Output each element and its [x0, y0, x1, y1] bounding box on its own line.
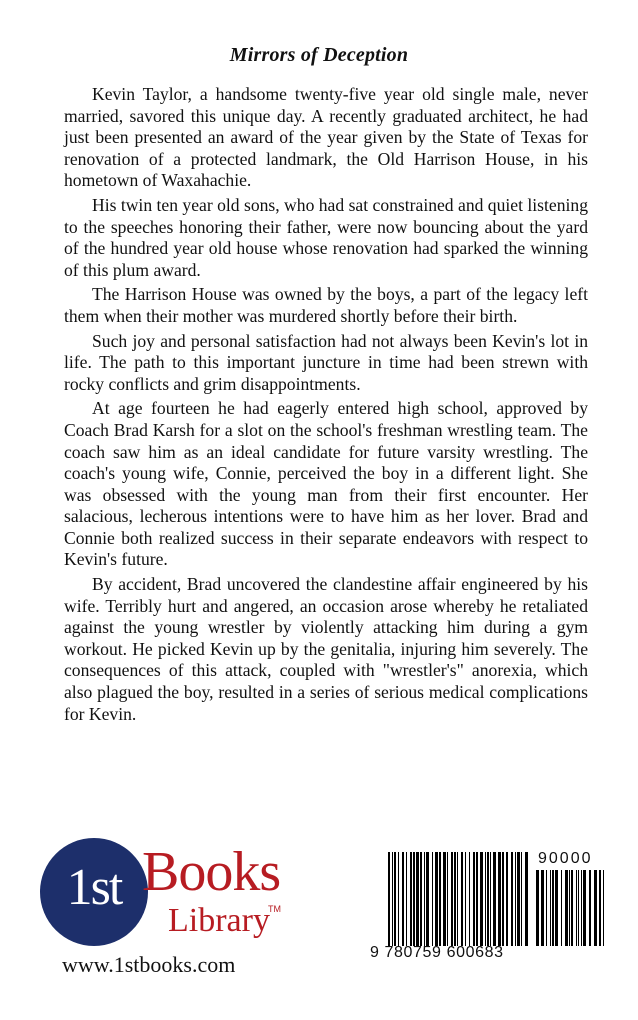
barcode-bar — [469, 852, 470, 946]
barcode-bar — [447, 852, 448, 946]
barcode-bar — [569, 870, 570, 946]
barcode-bar — [476, 852, 478, 946]
logo-library-text: Library — [168, 902, 270, 939]
paragraph: At age fourteen he had eagerly entered high school, approved by Coach Brad Karsh for a slot on the school's freshman wrestling team. The coach saw him as an ideal candidate for future varsity wrestling. The coach's young wife, Connie, perceived the boy in a different light. She was obsessed with the young man from their first encounter. Her salacious, lecherous intentions were to have him as her lover. Brad and Connie both realized success in their separate endeavors with respect to Kevin's future. — [64, 398, 588, 570]
barcode-bar — [576, 870, 577, 946]
barcode-bar — [578, 870, 579, 946]
barcode-bar — [406, 852, 407, 946]
barcode-bar — [388, 852, 390, 946]
book-title: Mirrors of Deception — [229, 44, 409, 66]
barcode-bar — [420, 852, 422, 946]
barcode-bar — [603, 870, 604, 946]
barcode-bar — [398, 852, 399, 946]
barcode-bar — [581, 870, 582, 946]
paragraph: Kevin Taylor, a handsome twenty-five year old single male, never married, savored this unique day. A recently graduated architect, he had just been presented an award of the year given by the State of Texas for renovation of a protected landmark, the Old Harrison House, in his hometown of Waxahachie. — [64, 84, 588, 191]
barcode-bar — [490, 852, 491, 946]
barcode-bar — [485, 852, 486, 946]
barcode-bar — [552, 870, 554, 946]
barcode-bar — [432, 852, 433, 946]
barcode-bar — [435, 852, 438, 946]
logo-1st-text: 1st — [66, 859, 122, 916]
barcode-isbn-digits: 9 780759 600683 — [370, 944, 504, 961]
barcode-bar — [473, 852, 475, 946]
barcode-bar — [521, 852, 522, 946]
blurb-text — [64, 84, 588, 725]
barcode-bar — [541, 870, 544, 946]
barcode-bar — [517, 852, 520, 946]
publisher-website: www.1stbooks.com — [62, 952, 236, 977]
barcode-bar — [550, 870, 551, 946]
barcode-addon — [536, 870, 604, 946]
barcode-bar — [511, 852, 513, 946]
barcode-bar — [498, 852, 501, 946]
barcode-bar — [599, 870, 601, 946]
barcode-bar — [394, 852, 396, 946]
barcode-bar — [451, 852, 453, 946]
barcode-bar — [392, 852, 393, 946]
barcode-bar — [565, 870, 568, 946]
barcode-bar — [493, 852, 496, 946]
paragraph: By accident, Brad uncovered the clandestine affair engineered by his wife. Terribly hurt and angered, an occasion arose whereby he retaliated against the young wrestler by violently attacking him during a gym workout. He picked Kevin up by the genitalia, injuring him severely. The consequences of this attack, coupled with "wrestler's" anorexia, which also plagued the boy, resulted in a series of serious medical complications for Kevin. — [64, 574, 588, 724]
barcode-bar — [546, 870, 547, 946]
barcode-bar — [487, 852, 489, 946]
barcode-bar — [424, 852, 425, 946]
barcode-bar — [461, 852, 463, 946]
barcode-bar — [561, 870, 562, 946]
barcode-addon-digits: 90000 — [538, 850, 593, 867]
barcode-bar — [457, 852, 458, 946]
barcode-bar — [515, 852, 516, 946]
barcode-bar — [480, 852, 483, 946]
barcode-bar — [426, 852, 429, 946]
paragraph: The Harrison House was owned by the boys, a part of the legacy left them when their mother was murdered shortly before their birth. — [64, 284, 588, 326]
barcode-bar — [502, 852, 504, 946]
barcode-bar — [583, 870, 586, 946]
barcode-bar — [555, 870, 558, 946]
publisher-logo — [40, 832, 320, 952]
paragraph: His twin ten year old sons, who had sat constrained and quiet listening to the speeches honoring their father, were now bouncing about the yard of the hundred year old house whose renovation had sparked the winning of this plum award. — [64, 194, 588, 280]
barcode-bar — [571, 870, 573, 946]
barcode-bar — [536, 870, 539, 946]
paragraph: Such joy and personal satisfaction had not always been Kevin's lot in life. The path to this important juncture in time had been strewn with rocky conflicts and grim disappointments. — [64, 330, 588, 394]
barcode-bar — [416, 852, 419, 946]
barcode-bar — [589, 870, 591, 946]
logo-books-text: Books — [142, 841, 281, 903]
barcode-bar — [594, 870, 597, 946]
barcode-bar — [439, 852, 441, 946]
barcode-bar — [525, 852, 528, 946]
logo-trademark: TM — [268, 904, 281, 914]
barcode-bar — [410, 852, 412, 946]
barcode-bar — [413, 852, 415, 946]
barcode-bar — [465, 852, 466, 946]
barcode-main — [388, 852, 528, 946]
barcode-bar — [402, 852, 404, 946]
barcode-bar — [454, 852, 456, 946]
barcode-bar — [443, 852, 446, 946]
barcode-bar — [506, 852, 508, 946]
